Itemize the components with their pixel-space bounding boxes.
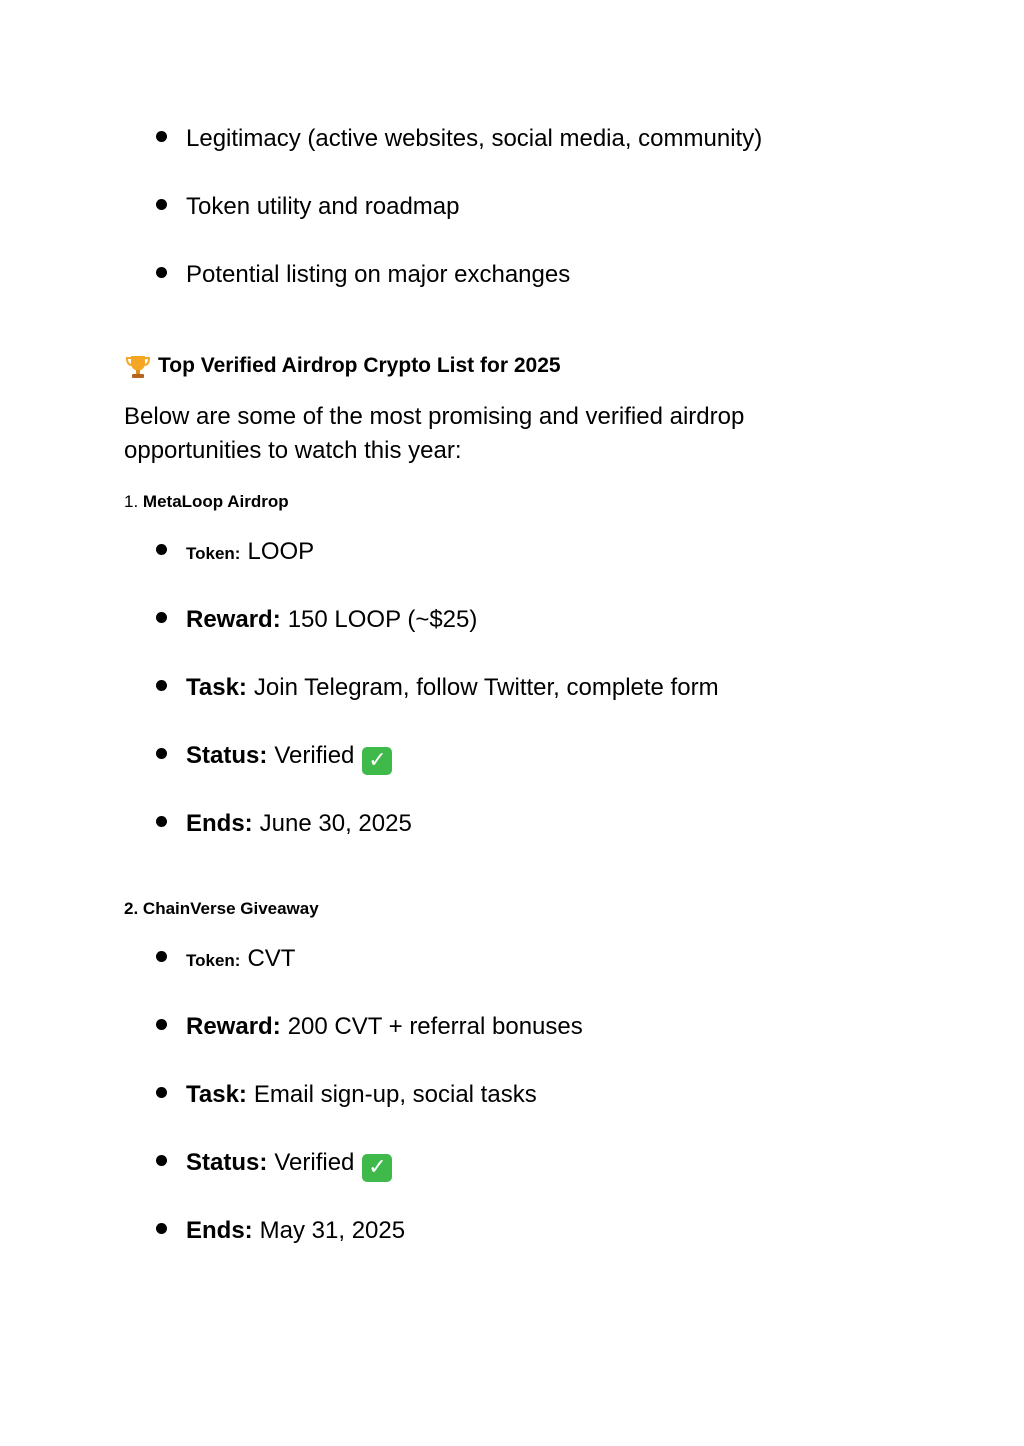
bullet-icon xyxy=(156,612,167,623)
airdrop-name: MetaLoop Airdrop xyxy=(142,492,289,511)
list-item xyxy=(156,1146,392,1180)
bullet-icon xyxy=(156,199,167,210)
list-item xyxy=(156,122,762,156)
list-item xyxy=(156,1010,583,1044)
reward-value: 200 CVT + referral bonuses xyxy=(287,1013,583,1040)
airdrop-number: 2. xyxy=(124,899,139,918)
list-item xyxy=(156,535,314,569)
status-value: Verified xyxy=(274,742,355,769)
list-item xyxy=(156,739,392,773)
task-value: Join Telegram, follow Twitter, complete form xyxy=(253,674,719,701)
task-value: Email sign-up, social tasks xyxy=(253,1081,537,1108)
bullet-icon xyxy=(156,1019,167,1030)
list-item xyxy=(156,942,295,976)
status-label: Status: xyxy=(186,1149,268,1176)
bullet-icon xyxy=(156,680,167,691)
bullet-icon xyxy=(156,816,167,827)
token-value: LOOP xyxy=(247,538,315,565)
reward-value: 150 LOOP (~$25) xyxy=(287,606,478,633)
bullet-text: Token utility and roadmap xyxy=(186,193,460,220)
list-item xyxy=(156,671,719,705)
intro-line: Below are some of the most promising and verified airdrop xyxy=(124,403,745,430)
check-mark-icon: ✓ xyxy=(362,1154,392,1182)
bullet-icon xyxy=(156,267,167,278)
check-mark-icon: ✓ xyxy=(362,747,392,775)
bullet-text: Legitimacy (active websites, social media, community) xyxy=(186,125,763,152)
list-item xyxy=(156,603,477,637)
reward-label: Reward: xyxy=(186,1013,281,1040)
airdrop-name: ChainVerse Giveaway xyxy=(142,899,319,918)
task-label: Task: xyxy=(186,674,247,701)
bullet-icon xyxy=(156,1155,167,1166)
bullet-icon xyxy=(156,544,167,555)
bullet-text: Potential listing on major exchanges xyxy=(186,261,571,288)
task-label: Task: xyxy=(186,1081,247,1108)
bullet-icon xyxy=(156,131,167,142)
bullet-icon xyxy=(156,1223,167,1234)
airdrop-heading xyxy=(124,897,319,921)
bullet-icon xyxy=(156,748,167,759)
airdrop-heading xyxy=(124,490,289,514)
section-title: Top Verified Airdrop Crypto List for 2025 xyxy=(158,354,561,377)
intro-line: opportunities to watch this year: xyxy=(124,437,462,464)
status-label: Status: xyxy=(186,742,268,769)
bullet-icon xyxy=(156,951,167,962)
ends-value: June 30, 2025 xyxy=(259,810,412,837)
ends-label: Ends: xyxy=(186,1217,253,1244)
section-heading xyxy=(124,350,561,382)
status-value: Verified xyxy=(274,1149,355,1176)
list-item xyxy=(156,807,412,841)
ends-label: Ends: xyxy=(186,810,253,837)
list-item xyxy=(156,190,460,224)
section-intro xyxy=(124,400,884,468)
trophy-icon xyxy=(124,352,152,380)
airdrop-number: 1. xyxy=(124,492,139,511)
token-label: Token: xyxy=(186,544,241,563)
token-value: CVT xyxy=(247,945,296,972)
list-item xyxy=(156,1078,537,1112)
list-item xyxy=(156,1214,405,1248)
reward-label: Reward: xyxy=(186,606,281,633)
token-label: Token: xyxy=(186,951,241,970)
ends-value: May 31, 2025 xyxy=(259,1217,406,1244)
list-item xyxy=(156,258,570,292)
bullet-icon xyxy=(156,1087,167,1098)
